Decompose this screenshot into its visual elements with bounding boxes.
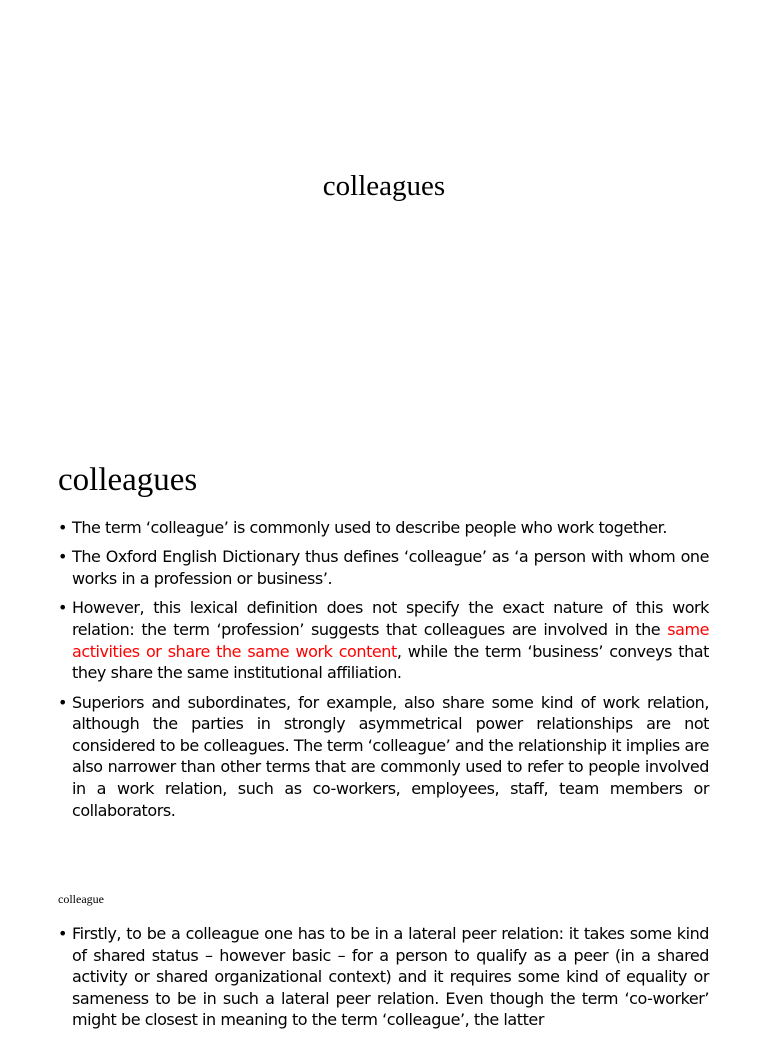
bullet-item: [58, 517, 709, 539]
bullet-icon: •: [58, 518, 67, 537]
bullet-text: The Oxford English Dictionary thus defines ‘colleague’ as ‘a person with whom one works in a profession or business’.: [72, 547, 709, 588]
bullet-text: The term ‘colleague’ is commonly used to describe people who work together.: [72, 518, 667, 537]
bullet-item: [58, 923, 709, 1031]
slide-2-title: colleagues: [58, 462, 198, 498]
bullet-item: [58, 597, 709, 683]
bullet-icon: •: [58, 924, 67, 943]
slide-3-bullet-list: [58, 923, 709, 1039]
bullet-text-after: , while the term ‘business’ conveys that they share the same institutional affiliation.: [72, 641, 709, 683]
bullet-item: [58, 546, 709, 589]
bullet-item: [58, 692, 709, 822]
bullet-icon: •: [58, 598, 67, 618]
slide-2-bullet-list: [58, 517, 709, 829]
highlighted-phrase: same activities or share the same work content: [72, 619, 709, 661]
bullet-text-before: However, this lexical definition does not specify the exact nature of this work relation: the term ‘profession’ suggests that colleagues are involved in the: [72, 598, 709, 639]
bullet-icon: •: [58, 692, 67, 712]
slide-3-title: colleague: [58, 892, 104, 906]
bullet-icon: •: [58, 547, 67, 567]
slide-1-title: colleagues: [322, 170, 446, 202]
bullet-text: Firstly, to be a colleague one has to be in a lateral peer relation: it takes some kind of shared status – however basic – for a person to qualify as a peer (in a shared activity or shared organizational context) and it requires some kind of equality or sameness to be in such a lateral peer relation. Even though the term ‘co-worker’ might be closest in meaning to the term ‘colleague’, the latter: [72, 924, 709, 1030]
bullet-text: Superiors and subordinates, for example, also share some kind of work relation, although the parties in strongly asymmetrical power relationships are not considered to be colleagues. The term ‘colleague’ and the relationship it implies are also narrower than other terms that are commonly used to refer to people involved in a work relation, such as co-workers, employees, staff, team members or collaborators.: [72, 692, 709, 820]
